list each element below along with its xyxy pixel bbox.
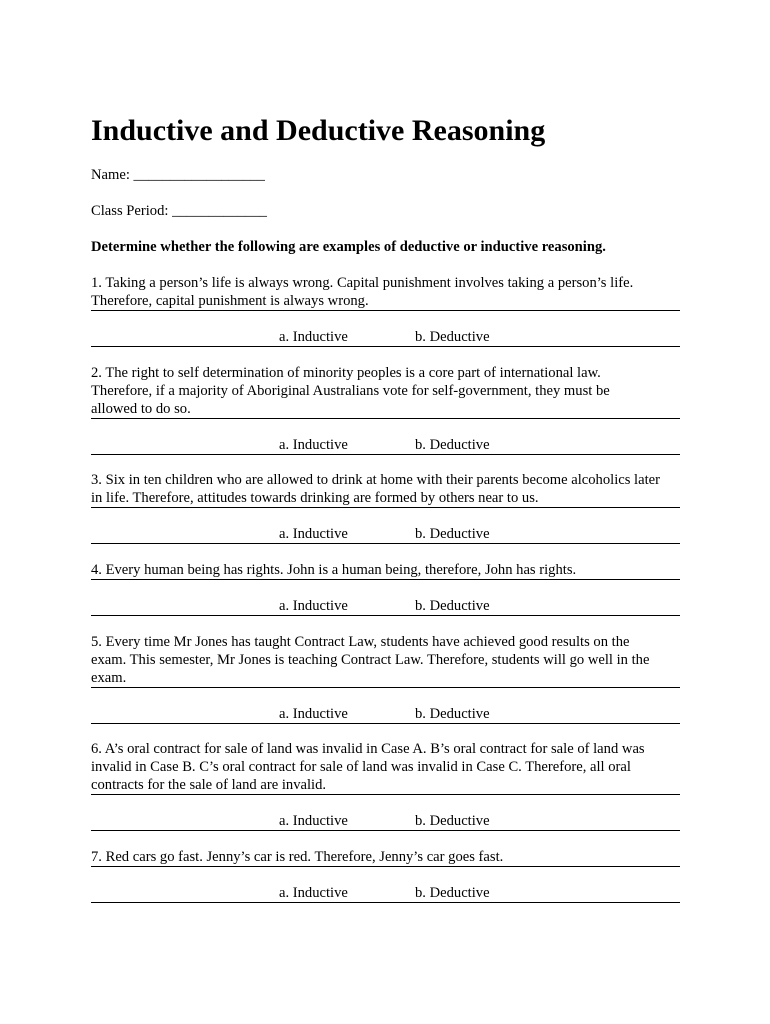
instructions: Determine whether the following are examples of deductive or inductive reasoning.	[91, 239, 606, 255]
option-deductive[interactable]: b. Deductive	[415, 885, 490, 901]
question-line: 6. A’s oral contract for sale of land was invalid in Case A. B’s oral contract for sale of land was	[91, 741, 645, 757]
option-inductive[interactable]: a. Inductive	[279, 598, 348, 614]
page-title: Inductive and Deductive Reasoning	[91, 114, 546, 147]
question-line: 7. Red cars go fast. Jenny’s car is red. Therefore, Jenny’s car goes fast.	[91, 849, 504, 865]
question-line: 4. Every human being has rights. John is a human being, therefore, John has rights.	[91, 562, 577, 578]
option-deductive[interactable]: b. Deductive	[415, 329, 490, 345]
option-inductive[interactable]: a. Inductive	[279, 813, 348, 829]
answer-row-4	[91, 597, 680, 616]
question-line: 1. Taking a person’s life is always wrong. Capital punishment involves taking a person’s life.	[91, 275, 634, 291]
class-period-field[interactable]: Class Period: _____________	[91, 203, 267, 219]
option-inductive[interactable]: a. Inductive	[279, 437, 348, 453]
option-deductive[interactable]: b. Deductive	[415, 437, 490, 453]
option-deductive[interactable]: b. Deductive	[415, 706, 490, 722]
question-line: contracts for the sale of land are invalid.	[91, 777, 327, 793]
question-5	[91, 633, 680, 688]
question-line: 2. The right to self determination of minority peoples is a core part of international law.	[91, 365, 601, 381]
option-deductive[interactable]: b. Deductive	[415, 813, 490, 829]
question-line: in life. Therefore, attitudes towards drinking are formed by others near to us.	[91, 490, 539, 506]
name-field[interactable]: Name: __________________	[91, 167, 265, 183]
question-line: allowed to do so.	[91, 401, 191, 417]
answer-row-3	[91, 525, 680, 544]
option-deductive[interactable]: b. Deductive	[415, 526, 490, 542]
question-line: invalid in Case B. C’s oral contract for sale of land was invalid in Case C. Therefore, all oral	[91, 759, 631, 775]
option-inductive[interactable]: a. Inductive	[279, 526, 348, 542]
question-line: exam. This semester, Mr Jones is teaching Contract Law. Therefore, students will go well in the	[91, 652, 650, 668]
option-inductive[interactable]: a. Inductive	[279, 706, 348, 722]
answer-row-6	[91, 812, 680, 831]
option-inductive[interactable]: a. Inductive	[279, 885, 348, 901]
question-line: Therefore, if a majority of Aboriginal Australians vote for self-government, they must be	[91, 383, 610, 399]
question-line: 3. Six in ten children who are allowed to drink at home with their parents become alcoholics later	[91, 472, 660, 488]
answer-row-1	[91, 328, 680, 347]
option-deductive[interactable]: b. Deductive	[415, 598, 490, 614]
question-7	[91, 848, 680, 867]
question-line: Therefore, capital punishment is always wrong.	[91, 293, 369, 309]
option-inductive[interactable]: a. Inductive	[279, 329, 348, 345]
question-2	[91, 364, 680, 419]
answer-row-2	[91, 436, 680, 455]
question-line: exam.	[91, 670, 127, 686]
answer-row-5	[91, 705, 680, 724]
answer-row-7	[91, 884, 680, 903]
question-4	[91, 561, 680, 580]
question-6	[91, 740, 680, 795]
question-line: 5. Every time Mr Jones has taught Contract Law, students have achieved good results on the	[91, 634, 630, 650]
question-1	[91, 274, 680, 311]
question-3	[91, 471, 680, 508]
